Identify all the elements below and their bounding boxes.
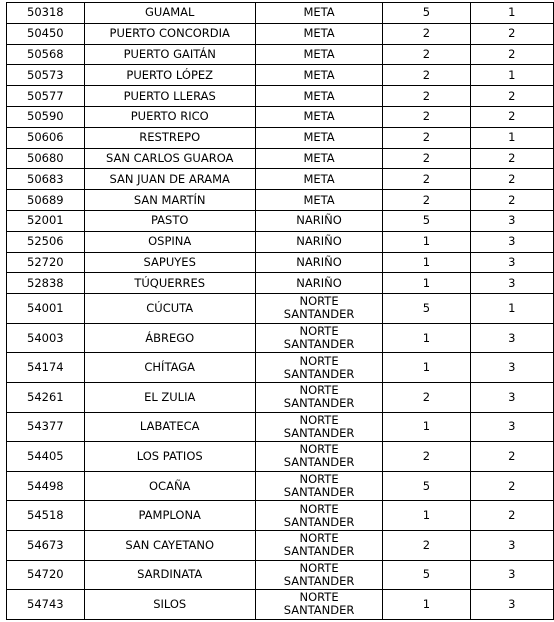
table-row bbox=[7, 3, 554, 24]
department-name-line2: SANTANDER bbox=[283, 337, 355, 352]
value-cell-5: 3 bbox=[470, 252, 553, 273]
department-name: META bbox=[303, 88, 335, 103]
value-cell-5: 2 bbox=[470, 190, 553, 211]
municipality-cell: PUERTO GAITÁN bbox=[84, 44, 255, 65]
department-name: NORTE bbox=[299, 412, 339, 427]
value-cell-5: 1 bbox=[470, 65, 553, 86]
code-cell: 54377 bbox=[7, 412, 85, 442]
municipality-cell: GUAMAL bbox=[84, 3, 255, 24]
value-cell-5: 2 bbox=[470, 23, 553, 44]
table-row bbox=[7, 148, 554, 169]
department-cell bbox=[255, 44, 383, 65]
value-cell-4: 1 bbox=[383, 252, 470, 273]
department-cell bbox=[255, 590, 383, 620]
municipality-cell: CÚCUTA bbox=[84, 294, 255, 324]
table-row bbox=[7, 190, 554, 211]
code-cell: 50606 bbox=[7, 127, 85, 148]
table-row bbox=[7, 382, 554, 412]
department-name: NORTE bbox=[299, 531, 339, 546]
municipality-cell: PUERTO RICO bbox=[84, 106, 255, 127]
department-name: NORTE bbox=[299, 560, 339, 575]
municipality-cell: SAN CAYETANO bbox=[84, 530, 255, 560]
table-row bbox=[7, 590, 554, 620]
department-name: NORTE bbox=[299, 324, 339, 339]
table-row bbox=[7, 169, 554, 190]
value-cell-4: 2 bbox=[383, 127, 470, 148]
value-cell-4: 1 bbox=[383, 590, 470, 620]
department-cell bbox=[255, 127, 383, 148]
code-cell: 50450 bbox=[7, 23, 85, 44]
value-cell-4: 1 bbox=[383, 231, 470, 252]
code-cell: 52838 bbox=[7, 273, 85, 294]
department-cell bbox=[255, 86, 383, 107]
table-row bbox=[7, 231, 554, 252]
department-name: META bbox=[303, 109, 335, 124]
table-row bbox=[7, 442, 554, 472]
department-name-line2: SANTANDER bbox=[283, 485, 355, 500]
value-cell-4: 2 bbox=[383, 106, 470, 127]
value-cell-5: 2 bbox=[470, 501, 553, 531]
code-cell: 50573 bbox=[7, 65, 85, 86]
municipality-cell: RESTREPO bbox=[84, 127, 255, 148]
table-row bbox=[7, 412, 554, 442]
department-cell bbox=[255, 169, 383, 190]
department-name-line2: SANTANDER bbox=[283, 603, 355, 618]
municipality-cell: EL ZULIA bbox=[84, 382, 255, 412]
department-name-line2: SANTANDER bbox=[283, 573, 355, 588]
department-name: NORTE bbox=[299, 590, 339, 605]
table-row bbox=[7, 501, 554, 531]
value-cell-4: 1 bbox=[383, 353, 470, 383]
value-cell-4: 2 bbox=[383, 382, 470, 412]
table-row bbox=[7, 65, 554, 86]
municipality-cell: TÚQUERRES bbox=[84, 273, 255, 294]
municipality-cell: PUERTO LLERAS bbox=[84, 86, 255, 107]
code-cell: 54498 bbox=[7, 471, 85, 501]
code-cell: 52506 bbox=[7, 231, 85, 252]
value-cell-5: 3 bbox=[470, 530, 553, 560]
value-cell-5: 3 bbox=[470, 590, 553, 620]
value-cell-5: 3 bbox=[470, 273, 553, 294]
municipality-cell: PUERTO CONCORDIA bbox=[84, 23, 255, 44]
value-cell-4: 1 bbox=[383, 501, 470, 531]
department-cell bbox=[255, 560, 383, 590]
value-cell-4: 5 bbox=[383, 294, 470, 324]
department-name: NORTE bbox=[299, 501, 339, 516]
department-cell bbox=[255, 442, 383, 472]
department-name-line2: SANTANDER bbox=[283, 396, 355, 411]
code-cell: 50680 bbox=[7, 148, 85, 169]
department-cell bbox=[255, 23, 383, 44]
municipality-cell: SILOS bbox=[84, 590, 255, 620]
value-cell-4: 2 bbox=[383, 65, 470, 86]
department-name: NARIÑO bbox=[296, 254, 342, 269]
department-cell bbox=[255, 65, 383, 86]
department-cell bbox=[255, 273, 383, 294]
department-name: NARIÑO bbox=[296, 234, 342, 249]
department-name: NARIÑO bbox=[296, 213, 342, 228]
department-name: NORTE bbox=[299, 294, 339, 309]
department-cell bbox=[255, 353, 383, 383]
code-cell: 54743 bbox=[7, 590, 85, 620]
value-cell-5: 2 bbox=[470, 86, 553, 107]
municipality-table bbox=[6, 2, 554, 620]
code-cell: 54673 bbox=[7, 530, 85, 560]
department-name: NORTE bbox=[299, 383, 339, 398]
department-name-line2: SANTANDER bbox=[283, 455, 355, 470]
municipality-cell: SAPUYES bbox=[84, 252, 255, 273]
department-cell bbox=[255, 148, 383, 169]
value-cell-4: 2 bbox=[383, 442, 470, 472]
department-name: META bbox=[303, 26, 335, 41]
code-cell: 50683 bbox=[7, 169, 85, 190]
code-cell: 54720 bbox=[7, 560, 85, 590]
department-name: NORTE bbox=[299, 442, 339, 457]
department-name-line2: SANTANDER bbox=[283, 544, 355, 559]
table-body bbox=[7, 3, 554, 620]
department-name-line2: SANTANDER bbox=[283, 514, 355, 529]
municipality-cell: SAN MARTÍN bbox=[84, 190, 255, 211]
department-name: META bbox=[303, 130, 335, 145]
table-row bbox=[7, 210, 554, 231]
department-cell bbox=[255, 3, 383, 24]
value-cell-5: 2 bbox=[470, 169, 553, 190]
municipality-cell: LOS PATIOS bbox=[84, 442, 255, 472]
code-cell: 52720 bbox=[7, 252, 85, 273]
table-row bbox=[7, 86, 554, 107]
table-row bbox=[7, 471, 554, 501]
value-cell-4: 2 bbox=[383, 44, 470, 65]
department-name-line2: SANTANDER bbox=[283, 366, 355, 381]
department-cell bbox=[255, 382, 383, 412]
department-cell bbox=[255, 190, 383, 211]
table-row bbox=[7, 252, 554, 273]
code-cell: 50577 bbox=[7, 86, 85, 107]
department-name: NARIÑO bbox=[296, 275, 342, 290]
department-cell bbox=[255, 252, 383, 273]
value-cell-4: 5 bbox=[383, 3, 470, 24]
value-cell-4: 5 bbox=[383, 471, 470, 501]
value-cell-4: 5 bbox=[383, 210, 470, 231]
department-name-line2: SANTANDER bbox=[283, 307, 355, 322]
municipality-cell: PAMPLONA bbox=[84, 501, 255, 531]
department-cell bbox=[255, 323, 383, 353]
value-cell-5: 1 bbox=[470, 3, 553, 24]
code-cell: 50568 bbox=[7, 44, 85, 65]
value-cell-5: 3 bbox=[470, 412, 553, 442]
department-cell bbox=[255, 471, 383, 501]
municipality-cell: OCAÑA bbox=[84, 471, 255, 501]
municipality-cell: SARDINATA bbox=[84, 560, 255, 590]
department-name: META bbox=[303, 192, 335, 207]
department-cell bbox=[255, 106, 383, 127]
department-cell bbox=[255, 501, 383, 531]
value-cell-4: 2 bbox=[383, 169, 470, 190]
municipality-cell: SAN CARLOS GUAROA bbox=[84, 148, 255, 169]
department-name: META bbox=[303, 46, 335, 61]
value-cell-4: 1 bbox=[383, 412, 470, 442]
department-name: META bbox=[303, 5, 335, 20]
value-cell-4: 2 bbox=[383, 23, 470, 44]
municipality-cell: CHÍTAGA bbox=[84, 353, 255, 383]
department-name: NORTE bbox=[299, 472, 339, 487]
value-cell-5: 3 bbox=[470, 323, 553, 353]
municipality-cell: LABATECA bbox=[84, 412, 255, 442]
code-cell: 52001 bbox=[7, 210, 85, 231]
value-cell-4: 2 bbox=[383, 530, 470, 560]
value-cell-5: 3 bbox=[470, 231, 553, 252]
code-cell: 50318 bbox=[7, 3, 85, 24]
department-name: NORTE bbox=[299, 353, 339, 368]
value-cell-4: 1 bbox=[383, 273, 470, 294]
table-row bbox=[7, 294, 554, 324]
value-cell-5: 3 bbox=[470, 560, 553, 590]
table-row bbox=[7, 530, 554, 560]
code-cell: 54261 bbox=[7, 382, 85, 412]
value-cell-5: 1 bbox=[470, 127, 553, 148]
value-cell-5: 2 bbox=[470, 442, 553, 472]
municipality-cell: PASTO bbox=[84, 210, 255, 231]
table-row bbox=[7, 127, 554, 148]
table-row bbox=[7, 23, 554, 44]
value-cell-5: 3 bbox=[470, 382, 553, 412]
table-row bbox=[7, 273, 554, 294]
table-row bbox=[7, 323, 554, 353]
value-cell-4: 5 bbox=[383, 560, 470, 590]
municipality-cell: ÁBREGO bbox=[84, 323, 255, 353]
department-name: META bbox=[303, 171, 335, 186]
department-name: META bbox=[303, 150, 335, 165]
value-cell-5: 2 bbox=[470, 471, 553, 501]
department-cell bbox=[255, 210, 383, 231]
municipality-cell: PUERTO LÓPEZ bbox=[84, 65, 255, 86]
department-name-line2: SANTANDER bbox=[283, 425, 355, 440]
department-cell bbox=[255, 530, 383, 560]
value-cell-5: 1 bbox=[470, 294, 553, 324]
value-cell-5: 2 bbox=[470, 148, 553, 169]
municipality-cell: OSPINA bbox=[84, 231, 255, 252]
table-row bbox=[7, 44, 554, 65]
department-cell bbox=[255, 294, 383, 324]
value-cell-5: 2 bbox=[470, 44, 553, 65]
table-row bbox=[7, 560, 554, 590]
code-cell: 54174 bbox=[7, 353, 85, 383]
code-cell: 54518 bbox=[7, 501, 85, 531]
table-row bbox=[7, 353, 554, 383]
value-cell-5: 2 bbox=[470, 106, 553, 127]
value-cell-4: 2 bbox=[383, 190, 470, 211]
value-cell-5: 3 bbox=[470, 353, 553, 383]
department-name: META bbox=[303, 67, 335, 82]
value-cell-4: 2 bbox=[383, 86, 470, 107]
table-row bbox=[7, 106, 554, 127]
code-cell: 54001 bbox=[7, 294, 85, 324]
value-cell-4: 2 bbox=[383, 148, 470, 169]
code-cell: 54405 bbox=[7, 442, 85, 472]
department-cell bbox=[255, 231, 383, 252]
code-cell: 50689 bbox=[7, 190, 85, 211]
code-cell: 54003 bbox=[7, 323, 85, 353]
value-cell-4: 1 bbox=[383, 323, 470, 353]
department-cell bbox=[255, 412, 383, 442]
code-cell: 50590 bbox=[7, 106, 85, 127]
municipality-cell: SAN JUAN DE ARAMA bbox=[84, 169, 255, 190]
value-cell-5: 3 bbox=[470, 210, 553, 231]
